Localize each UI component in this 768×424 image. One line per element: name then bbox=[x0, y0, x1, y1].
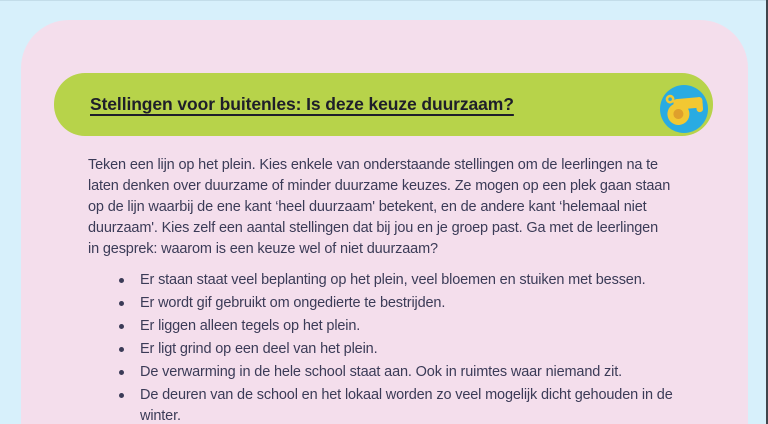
intro-paragraph bbox=[88, 155, 713, 260]
statements-list bbox=[88, 270, 713, 424]
statement-item: De verwarming in de hele school staat aan. Ook in ruimtes waar niemand zit. bbox=[88, 362, 713, 383]
intro-line: duurzaam'. Kies zelf een aantal stellingen dat bij jou en je groep past. Ga met de leerlingen bbox=[88, 220, 658, 236]
intro-line: in gesprek: waarom is een keuze wel of niet duurzaam? bbox=[88, 241, 438, 257]
statement-item: Er staan staat veel beplanting op het plein, veel bloemen en stuiken met bessen. bbox=[88, 270, 713, 291]
intro-line: Teken een lijn op het plein. Kies enkele van onderstaande stellingen om de leerlingen na te bbox=[88, 157, 658, 173]
header-bar bbox=[54, 73, 713, 136]
content-area bbox=[88, 155, 713, 424]
whistle-badge bbox=[660, 85, 708, 133]
worksheet-card bbox=[21, 20, 748, 424]
window-top-edge bbox=[0, 0, 768, 1]
statement-item: Er liggen alleen tegels op het plein. bbox=[88, 316, 713, 337]
intro-line: laten denken over duurzame of minder duurzame keuzes. Ze mogen op een plek gaan staan bbox=[88, 178, 671, 194]
statement-item: Er ligt grind op een deel van het plein. bbox=[88, 339, 713, 360]
page-title: Stellingen voor buitenles: Is deze keuze duurzaam? bbox=[90, 94, 514, 114]
statement-item: De deuren van de school en het lokaal worden zo veel mogelijk dicht gehouden in de winter. bbox=[88, 385, 713, 424]
intro-line: op de lijn waarbij de ene kant ‘heel duurzaam' betekent, en de andere kant ‘helemaal niet bbox=[88, 199, 647, 215]
statement-item: Er wordt gif gebruikt om ongedierte te bestrijden. bbox=[88, 293, 713, 314]
whistle-icon bbox=[660, 85, 708, 133]
